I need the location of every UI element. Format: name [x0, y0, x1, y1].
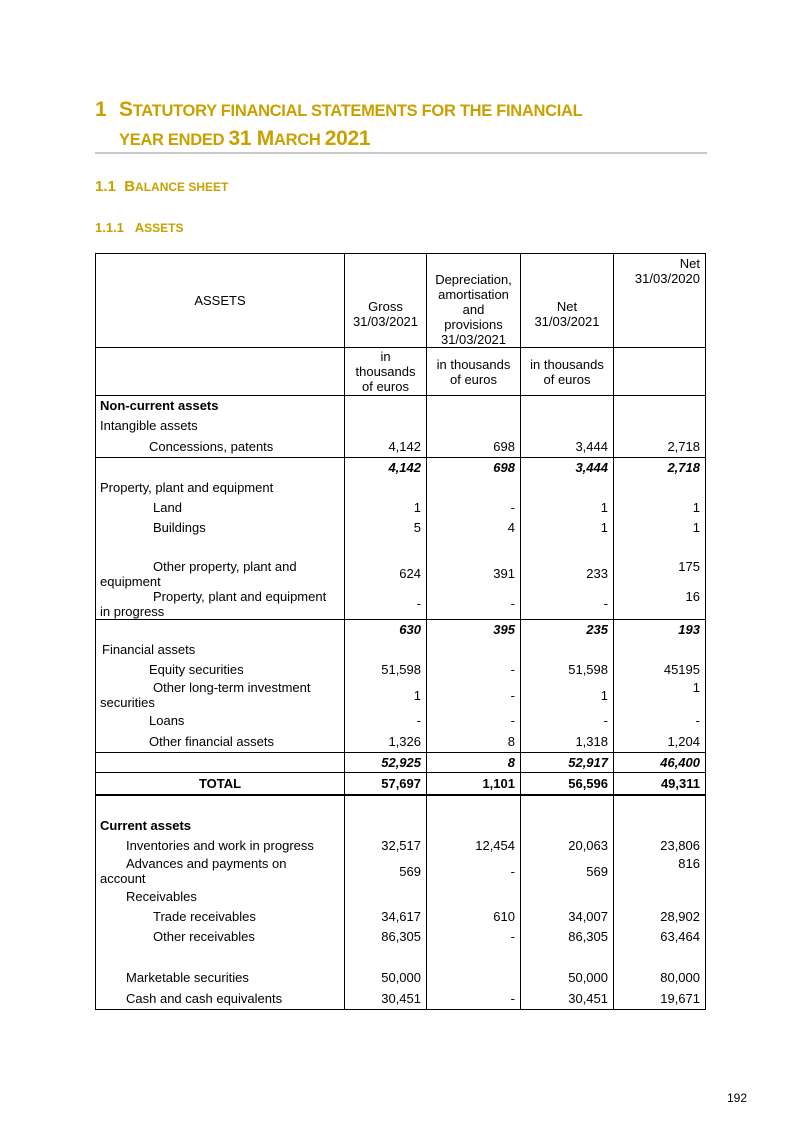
assets-table [95, 253, 706, 1010]
table-row: Other financial assets 1,326 8 1,318 1,204 [96, 731, 706, 753]
heading-rule [95, 152, 707, 154]
units-row [96, 348, 706, 396]
table-row: Equity securities 51,598 - 51,598 45195 [96, 660, 706, 680]
table-row: Property, plant and equipment [96, 478, 706, 498]
table-row: Loans - - - - [96, 711, 706, 731]
heading-number: 1 [95, 98, 107, 121]
table-row: Marketable securities 50,000 50,000 80,000 [96, 967, 706, 988]
table-row: Trade receivables 34,617 610 34,007 28,902 [96, 907, 706, 927]
table-row [96, 947, 706, 967]
header-gross: Gross 31/03/2021 [345, 254, 427, 348]
header-row [96, 254, 706, 348]
table-row: Property, plant and equipment in progress - - - 16 [96, 589, 706, 620]
units-net: in thousands of euros [521, 348, 614, 396]
subtotal-row: 4,142 698 3,444 2,718 [96, 458, 706, 478]
document-heading: 1 STATUTORY FINANCIAL STATEMENTS FOR THE FINANCIAL YEAR ENDED 31 MARCH 2021 [95, 98, 583, 150]
table-row [96, 795, 706, 816]
table-row: Financial assets [96, 640, 706, 660]
total-row: TOTAL 57,697 1,101 56,596 49,311 [96, 773, 706, 795]
section-heading: 1.1 BALANCE SHEET [95, 178, 229, 195]
table-row: Other property, plant and equipment 624 391 233 175 [96, 559, 706, 589]
table-row: Buildings 5 4 1 1 [96, 518, 706, 538]
subsection-heading: 1.1.1 ASSETS [95, 220, 184, 235]
table-row: Non-current assets [96, 396, 706, 416]
table-row: Concessions, patents 4,142 698 3,444 2,718 [96, 436, 706, 458]
header-net: Net 31/03/2021 [521, 254, 614, 348]
table-row: Advances and payments on account 569 - 569 816 [96, 856, 706, 887]
subtotal-row: 52,925 8 52,917 46,400 [96, 753, 706, 773]
units-gross: in thousands of euros [345, 348, 427, 396]
table-row: Inventories and work in progress 32,517 12,454 20,063 23,806 [96, 836, 706, 856]
page-number: 192 [727, 1091, 748, 1105]
header-net-prev: Net 31/03/2020 [614, 254, 706, 348]
table-row: Intangible assets [96, 416, 706, 436]
header-depreciation: Depreciation, amortisation and provisions 31/03/2021 [427, 254, 521, 348]
units-dep: in thousands of euros [427, 348, 521, 396]
table-row: Land 1 - 1 1 [96, 498, 706, 518]
header-assets: ASSETS [96, 254, 345, 348]
table-row: Current assets [96, 816, 706, 836]
table-row: Other long-term investment securities 1 - 1 1 [96, 680, 706, 711]
table-row [96, 538, 706, 559]
table-row: Cash and cash equivalents 30,451 - 30,451 19,671 [96, 988, 706, 1010]
table-row: Receivables [96, 887, 706, 907]
table-row: Other receivables 86,305 - 86,305 63,464 [96, 927, 706, 947]
subtotal-row: 630 395 235 193 [96, 620, 706, 640]
